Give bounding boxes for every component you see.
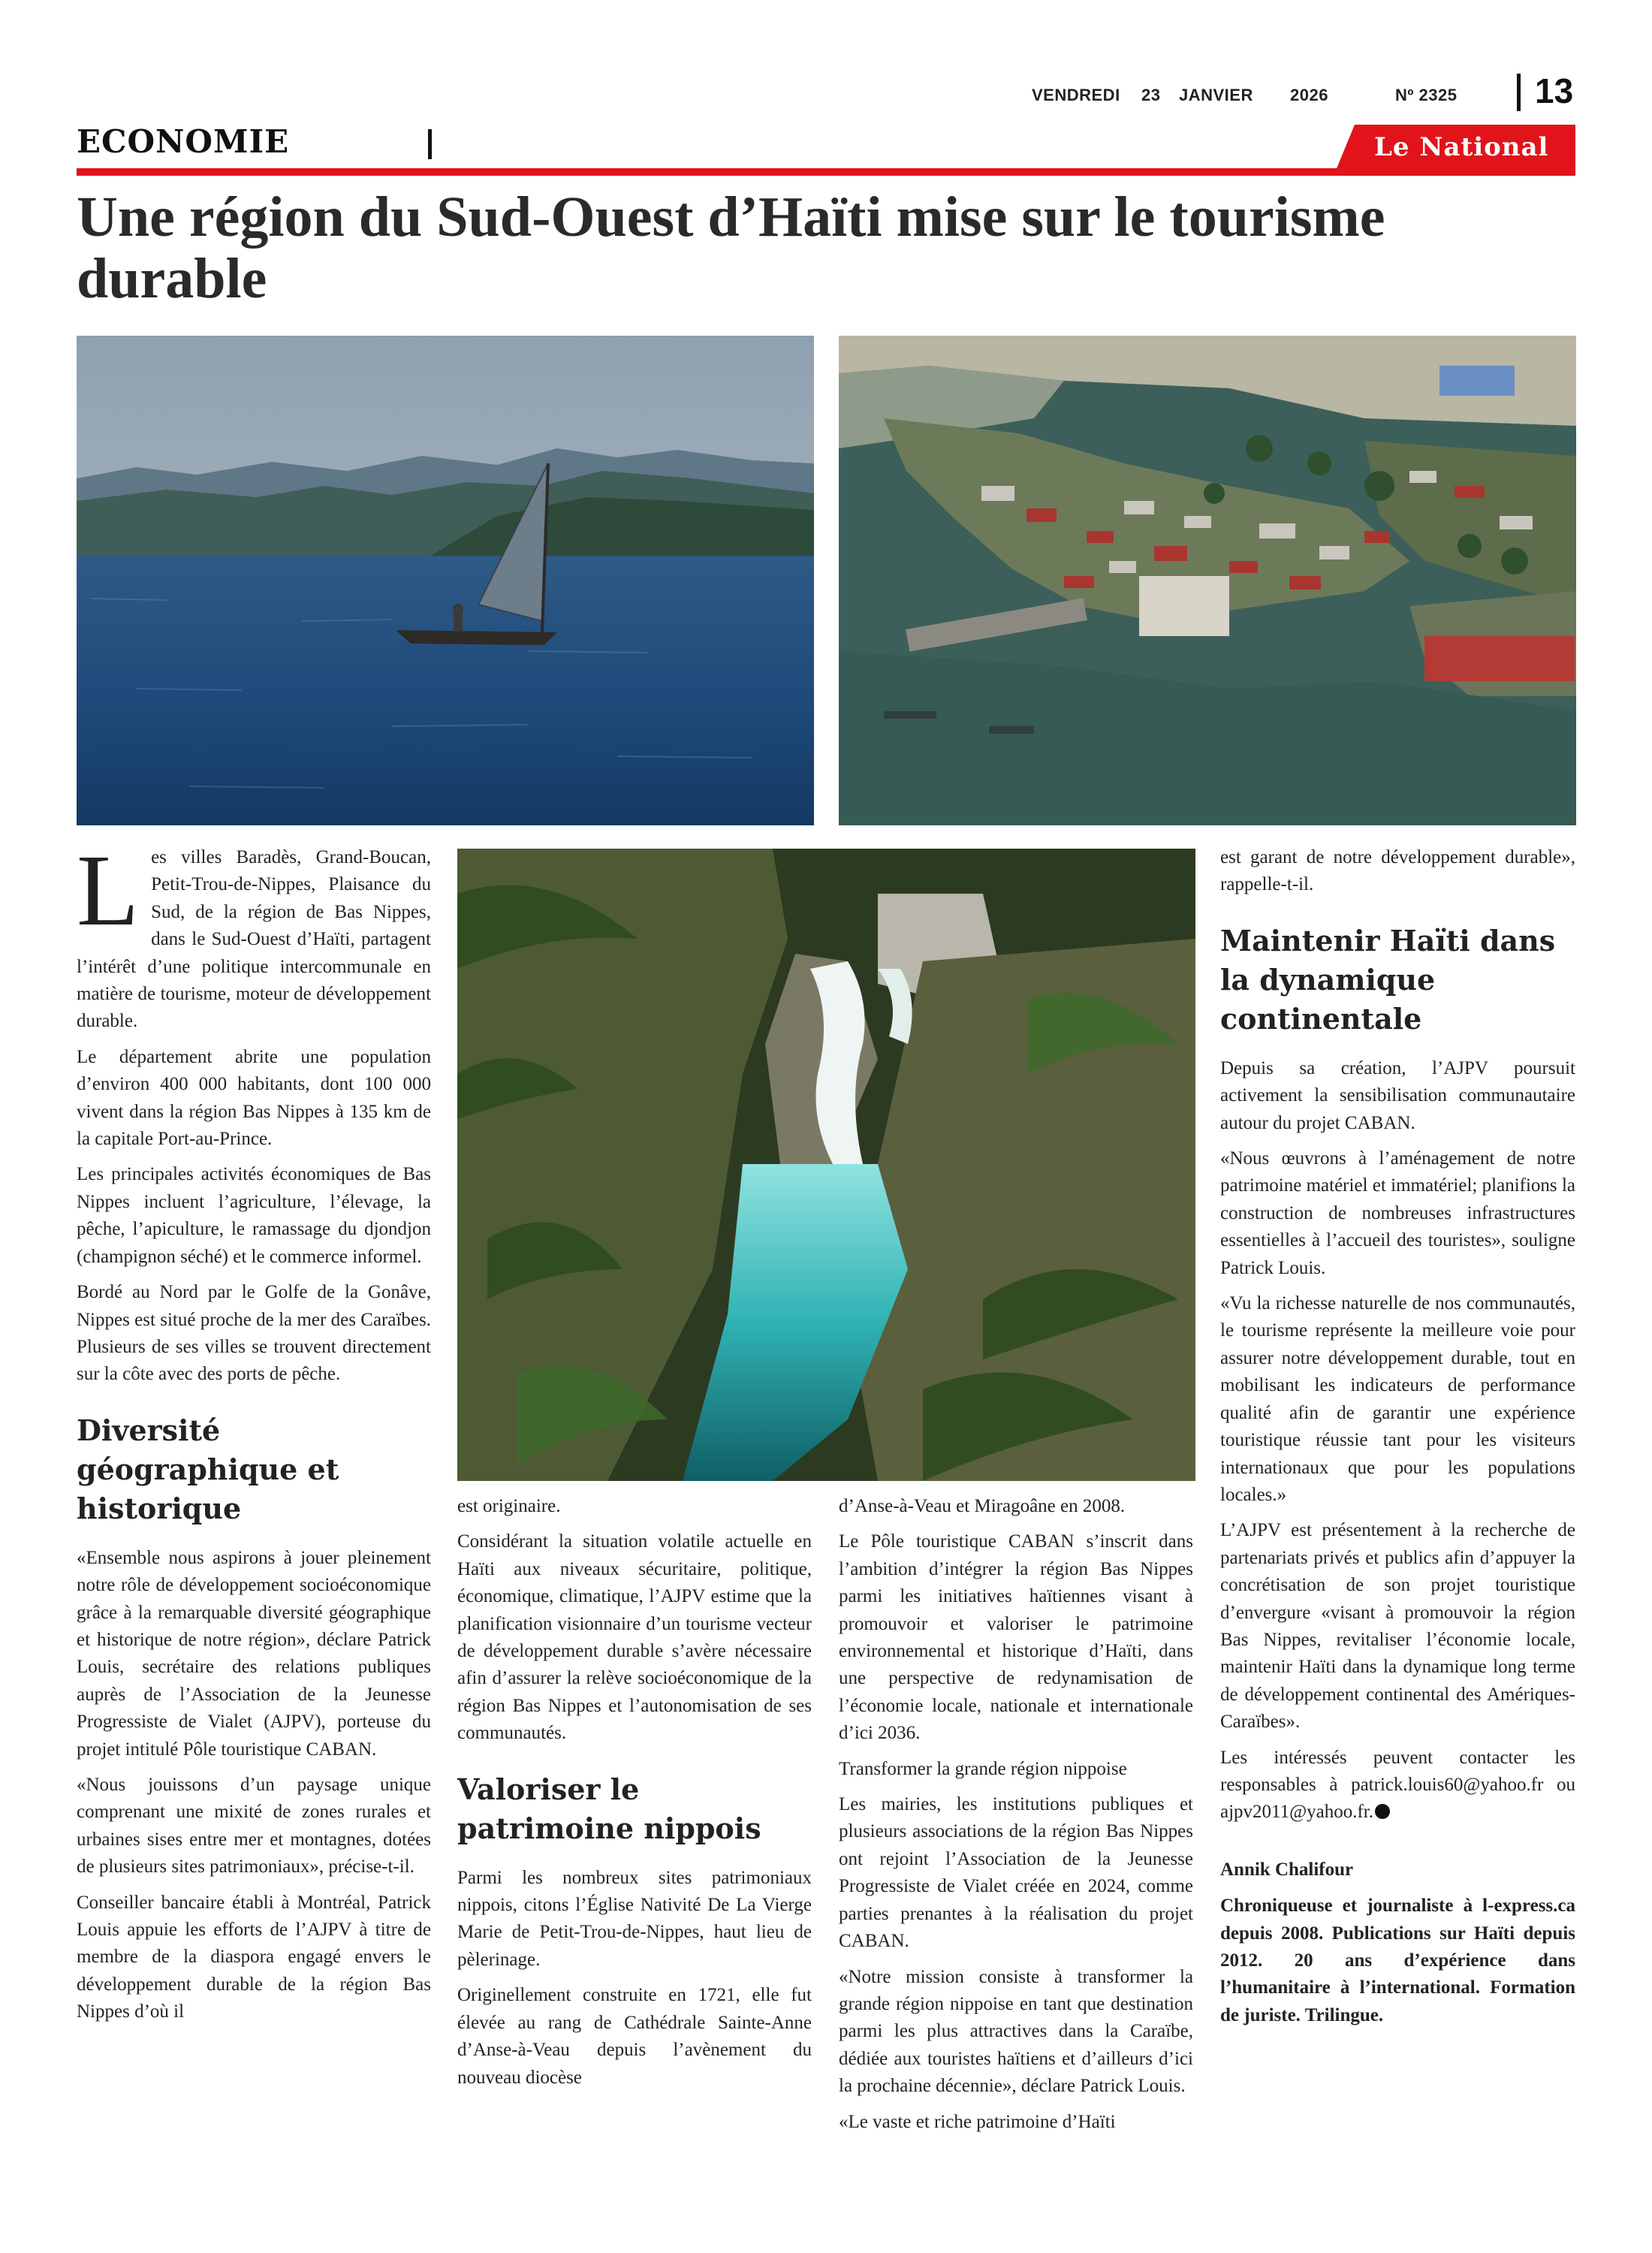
paragraph: «Vu la richesse naturelle de nos communautés, le tourisme représente la meilleure voie pour assurer notre développement durable, tout en mobilisant les indicateurs de performance qualité afin de garantir une expérience touristique réussie tant pour les visiteurs internationaux que pour les populations locales.» <box>1220 1293 1575 1505</box>
issue-date-number: 23 <box>1141 86 1161 104</box>
page-number: 13 <box>1535 71 1574 110</box>
paragraph: est originaire. <box>457 1496 561 1516</box>
coastal-village-aerial-photo <box>839 336 1576 825</box>
paragraph: Originellement construite en 1721, elle fut élevée au rang de Cathédrale Sainte-Anne d’Anse-à-Veau depuis l’avènement du nouveau diocèse <box>457 1985 812 2088</box>
author-name: Annik Chalifour <box>1220 1859 1354 1880</box>
subheading-valoriser: Valoriser le patrimoine nippois <box>457 1772 761 1845</box>
article-column-1 <box>77 834 431 2034</box>
paragraph: «Nous œuvrons à l’aménagement de notre patrimoine matériel et immatériel; planifions la construction de nombreuses infrastructures essentielles à l’accueil des touristes», souligne Patrick Louis. <box>1220 1148 1575 1278</box>
paragraph: Les principales activités économiques de Bas Nippes incluent l’agriculture, l’élevage, la pêche, l’apiculture, le ramassage du djondjon (champignon séché) et le commerce informel. <box>77 1164 431 1267</box>
paragraph: «Notre mission consiste à transformer la grande région nippoise en tant que destination parmi les plus attractives dans la Caraïbe, dédiée aux touristes haïtiens et d’ailleurs d’ici la prochaine décennie», déclare Patrick Louis. <box>839 1966 1193 2097</box>
paragraph: Conseiller bancaire établi à Montréal, Patrick Louis appuie les efforts de l’AJPV à titre de membre de la diaspora engagé envers le développement durable de la région Bas Nippes d’où il <box>77 1892 431 2022</box>
page-number-divider <box>1517 74 1521 111</box>
lead-paragraph <box>77 834 431 1036</box>
contact-text: Les intéressés peuvent contacter les responsables à patrick.louis60@yahoo.fr ou ajpv2011@yahoo.fr. <box>1220 1747 1575 1823</box>
paragraph: Les mairies, les institutions publiques et plusieurs associations de la région Bas Nippes ont rejoint l’Association de la Jeunesse Progressiste de Vialet créée en 2024, comme parties prenantes à la réalisation du projet CABAN. <box>839 1794 1193 1952</box>
paragraph: Le département abrite une population d’environ 400 000 habitants, dont 100 000 vivent dans la région Bas Nippes à 135 km de la capitale Port-au-Prince. <box>77 1046 431 1150</box>
contact-paragraph <box>1220 1745 1575 1826</box>
issue-year: 2026 <box>1290 86 1328 104</box>
author-bio: Chroniqueuse et journaliste à l-express.ca depuis 2008. Publications sur Haïti depuis 2012. 20 ans d’expérience dans l’humanitaire à l’international. Formation de juriste. Trilingue. <box>1220 1896 1575 2025</box>
issue-month: JANVIER <box>1179 86 1253 104</box>
paragraph: est garant de notre développement durable», rappelle-t-il. <box>1220 847 1575 895</box>
section-divider <box>428 129 432 159</box>
subheading-diversite: Diversité géographique et historique <box>77 1413 339 1525</box>
paragraph: L’AJPV est présentement à la recherche de partenariats privés et publics afin d’appuyer la concrétisation de son projet touristique d’envergure «visant à promouvoir la région Bas Nippes, revitaliser l’économie locale, maintenir Haïti dans la dynamique long terme de développement continental des Amériques-Caraïbes». <box>1220 1520 1575 1733</box>
issue-day: VENDREDI <box>1032 86 1120 104</box>
subheading-maintenir: Maintenir Haïti dans la dynamique continentale <box>1220 923 1556 1036</box>
article-headline: Une région du Sud-Ouest d’Haïti mise sur le tourisme durable <box>77 185 1385 310</box>
paragraph: Considérant la situation volatile actuelle en Haïti aux niveaux sécuritaire, politique, économique, climatique, l’AJPV estime que la planification visionnaire d’un tourisme vecteur de développement durable s’avère nécessaire afin d’assurer la relève socioéconomique de la région Bas Nippes et l’autonomisation de ses communautés. <box>457 1531 812 1744</box>
lead-paragraph-text: es villes Baradès, Grand-Boucan, Petit-Trou-de-Nippes, Plaisance du Sud, de la région de Bas Nippes, dans le Sud-Ouest d’Haïti, partagent l’intérêt d’une politique intercommunale en matière de tourisme, moteur de développement durable. <box>77 847 431 1032</box>
paragraph: d’Anse-à-Veau et Miragoâne en 2008. <box>839 1496 1126 1516</box>
paragraph: Bordé au Nord par le Golfe de la Gonâve, Nippes est situé proche de la mer des Caraïbes. Plusieurs de ses villes se trouvent directement sur la côte avec des ports de pêche. <box>77 1282 431 1385</box>
paragraph: Depuis sa création, l’AJPV poursuit activement la sensibilisation communautaire autour du projet CABAN. <box>1220 1057 1575 1133</box>
paragraph: «Nous jouissons d’un paysage unique comprenant une mixité de zones rurales et urbaines sises entre mer et montagnes, dotées de plusieurs sites patrimoniaux», précise-t-il. <box>77 1774 431 1878</box>
paragraph: «Le vaste et riche patrimoine d’Haïti <box>839 2111 1116 2132</box>
sailboat-sea-photo <box>77 336 814 825</box>
paragraph: Transformer la grande région nippoise <box>839 1758 1127 1779</box>
waterfall-gorge-photo <box>457 849 1195 1481</box>
article-column-4 <box>1220 844 1575 2037</box>
paragraph: Parmi les nombreux sites patrimoniaux nippois, citons l’Église Nativité De La Vierge Marie de Petit-Trou-de-Nippes, haut lieu de pèlerinage. <box>457 1867 812 1970</box>
paragraph: Le Pôle touristique CABAN s’inscrit dans l’ambition d’intégrer la région Bas Nippes parmi les initiatives haïtiennes visant à promouvoir et valoriser le patrimoine environnemental et historique d’Haïti, dans une perspective de redynamisation de l’économie locale, nationale et internationale d’ici 2036. <box>839 1531 1193 1744</box>
issue-number: Nº 2325 <box>1395 86 1458 104</box>
end-of-article-icon <box>1375 1804 1390 1819</box>
newspaper-brand: Le National <box>1374 132 1549 162</box>
article-column-2 <box>457 1493 812 2100</box>
article-column-3 <box>839 1493 1193 2144</box>
section-title: ECONOMIE <box>77 123 290 160</box>
drop-cap: L <box>77 834 140 947</box>
paragraph: «Ensemble nous aspirons à jouer pleinement notre rôle de développement socioéconomique grâce à la remarquable diversité géographique et historique de notre région», déclare Patrick Louis, secrétaire des relations publiques auprès de l’Association de la Jeunesse Progressiste de Vialet (AJPV), porteuse du projet intitulé Pôle touristique CABAN. <box>77 1547 431 1760</box>
